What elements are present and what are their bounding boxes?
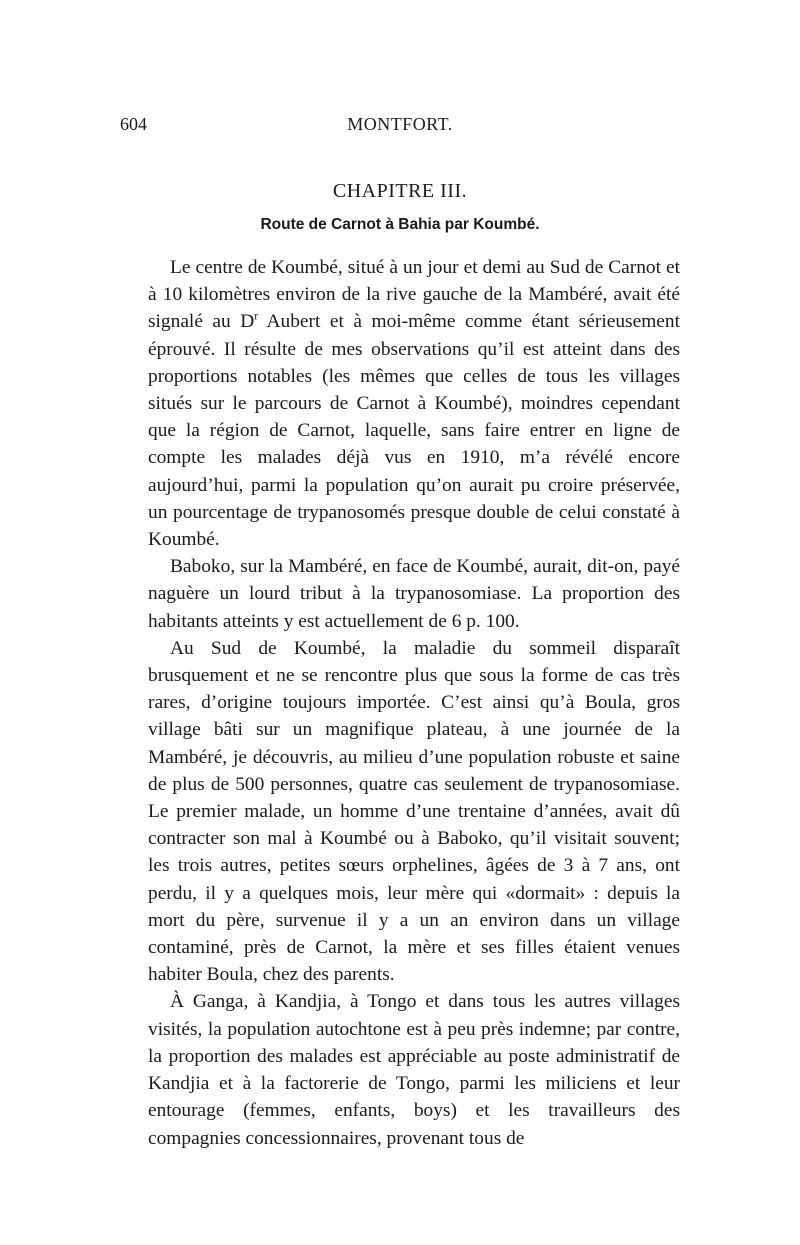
paragraph: À Ganga, à Kandjia, à Tongo et dans tous les autres villages visités, la population autochtone est à peu près indemne; par contre, la proportion des malades est appréciable au poste administratif de Kandjia et à la factorerie de Tongo, parmi les miliciens et leur entourage (femmes, enfants, boys) et les travailleurs des compagnies concessionnaires, provenant tous de: [148, 991, 680, 1149]
section-title: Route de Carnot à Bahia par Koumbé.: [260, 216, 540, 233]
chapter-heading: CHAPITRE III.: [332, 180, 468, 202]
running-title: MONTFORT.: [347, 114, 453, 134]
page-number: 604: [120, 114, 147, 134]
paragraph: [148, 254, 680, 553]
paragraph: Baboko, sur la Mambéré, en face de Koumbé, aurait, dit-on, payé naguère un lourd tribut à la trypanosomiase. La proportion des habitants atteints y est actuellement de 6 p. 100.: [148, 556, 680, 632]
body-text: [148, 254, 680, 1152]
paragraph: Au Sud de Koumbé, la maladie du sommeil disparaît brusquement et ne se rencontre plus que sous la forme de cas très rares, d’origine toujours importée. C’est ainsi qu’à Boula, gros village bâti sur un magnifique plateau, à une journée de la Mambéré, je découvris, au milieu d’une population robuste et saine de plus de 500 personnes, quatre cas seulement de trypanosomiase. Le premier malade, un homme d’une trentaine d’années, avait dû contracter son mal à Koumbé ou à Baboko, qu’il visitait souvent; les trois autres, petites sœurs orphelines, âgées de 3 à 7 ans, ont perdu, il y a quelques mois, leur mère qui «dormait» : depuis la mort du père, survenue il y a un an environ dans un village contaminé, près de Carnot, la mère et ses filles étaient venues habiter Boula, chez des parents.: [148, 637, 680, 986]
paragraph-text: Le centre de Koumbé, situé à un jour et demi au Sud de Carnot et à 10 kilomètres environ de la rive gauche de la Mambéré, avait été signalé au D: [148, 257, 680, 333]
paragraph-text: Aubert et à moi-même comme étant sérieusement éprouvé. Il résulte de mes observations qu’il est atteint dans des proportions notables (les mêmes que celles de tous les villages situés sur le parcours de Carnot à Koumbé), moindres cependant que la région de Carnot, laquelle, sans faire entrer en ligne de compte les malades déjà vus en 1910, m’a révélé encore aujourd’hui, parmi la population qu’on aurait pu croire préservée, un pourcentage de trypanosomés presque double de celui constaté à Koumbé.: [148, 311, 680, 551]
running-head: [120, 114, 680, 140]
superscript: r: [254, 309, 259, 323]
